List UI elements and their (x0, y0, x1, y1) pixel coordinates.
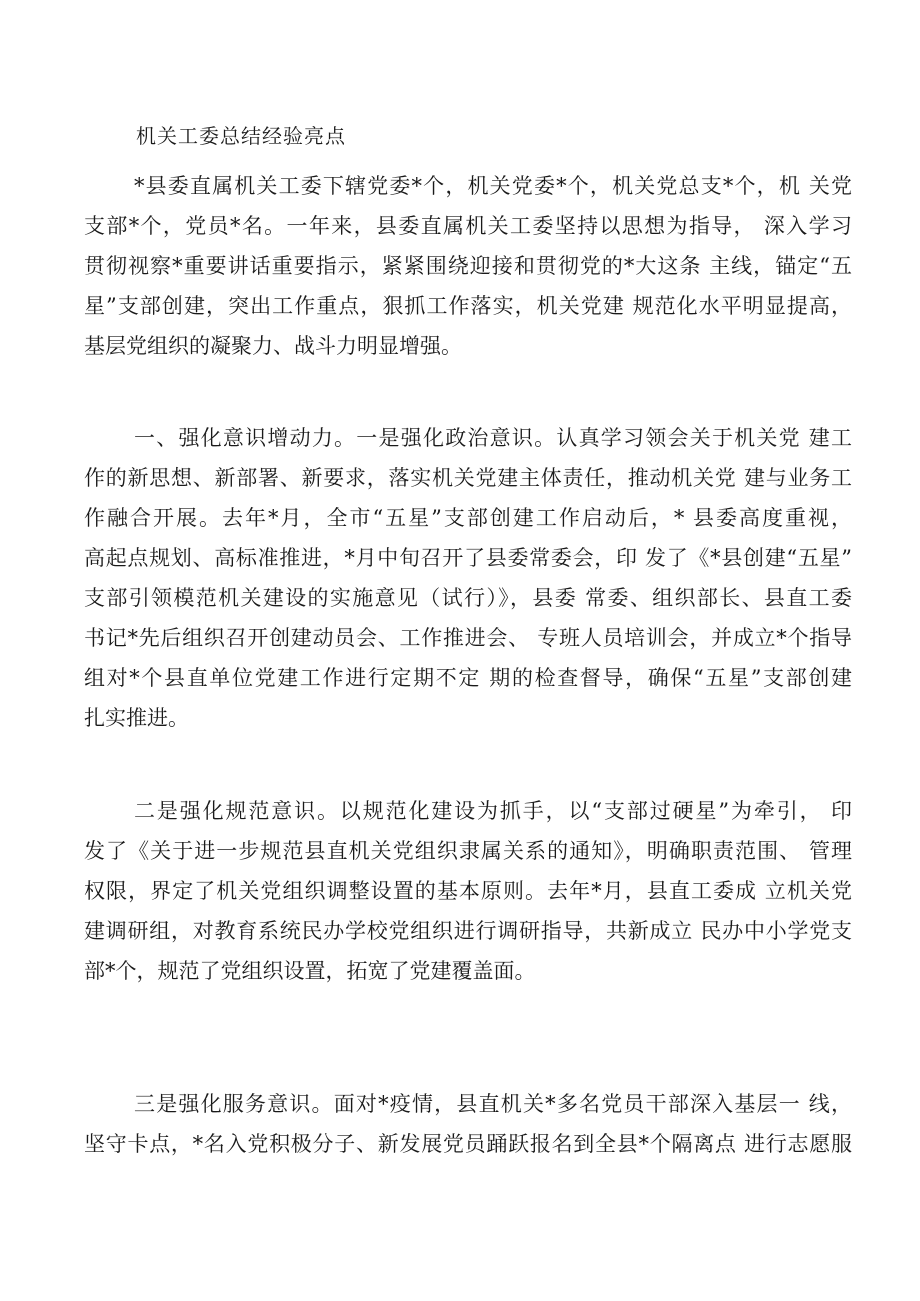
text-line: 二是强化规范意识。以规范化建设为抓手，以“支部过硬星”为牵引， 印 (134, 799, 852, 823)
text-line: 书记*先后组织召开创建动员会、工作推进会、 专班人员培训会，并成立*个指导 (84, 626, 852, 650)
text-line: 发了《关于进一步规范县直机关党组织隶属关系的通知》，明确职责范围、 管理 (84, 839, 852, 863)
text-line: 一、强化意识增动力。一是强化政治意识。认真学习领会关于机关党 建工 (134, 426, 852, 450)
paragraph-service-awareness (84, 1084, 852, 1164)
text-line: 高起点规划、高标准推进，*月中旬召开了县委常委会，印 发了《*县创建“五星” (84, 546, 852, 570)
text-line: 部*个，规范了党组织设置，拓宽了党建覆盖面。 (84, 959, 536, 983)
text-line: 权限，界定了机关党组织调整设置的基本原则。去年*月，县直工委成 立机关党 (84, 879, 852, 903)
text-line: 星”支部创建，突出工作重点，狠抓工作落实，机关党建 规范化水平明显提高， (84, 294, 852, 318)
paragraph-political-awareness (84, 418, 852, 738)
text-line: 支部引领模范机关建设的实施意见（试行）》，县委 常委、组织部长、县直工委 (84, 586, 852, 610)
paragraph-standardization-awareness (84, 791, 852, 991)
text-line: 支部*个，党员*名。一年来，县委直属机关工委坚持以思想为指导， 深入学习 (84, 214, 852, 238)
text-line: *县委直属机关工委下辖党委*个，机关党委*个，机关党总支*个，机 关党 (134, 174, 852, 198)
text-line: 扎实推进。 (84, 706, 189, 730)
text-line: 基层党组织的凝聚力、战斗力明显增强。 (84, 334, 462, 358)
text-line: 组对*个县直单位党建工作进行定期不定 期的检查督导，确保“五星”支部创建 (84, 666, 852, 690)
text-line: 作的新思想、新部署、新要求，落实机关党建主体责任，推动机关党 建与业务工 (84, 466, 852, 490)
text-line: 贯彻视察*重要讲话重要指示，紧紧围绕迎接和贯彻党的*大这条 主线，锚定“五 (84, 254, 852, 278)
text-line: 坚守卡点，*名入党积极分子、新发展党员踊跃报名到全县*个隔离点 进行志愿服 (84, 1132, 852, 1156)
text-line: 作融合开展。去年*月，全市“五星”支部创建工作启动后，* 县委高度重视， (84, 506, 852, 530)
paragraph-intro (84, 166, 852, 366)
document-title: 机关工委总结经验亮点 (136, 124, 346, 148)
text-line: 三是强化服务意识。面对*疫情，县直机关*多名党员干部深入基层一 线， (134, 1092, 852, 1116)
text-line: 建调研组，对教育系统民办学校党组织进行调研指导，共新成立 民办中小学党支 (84, 919, 852, 943)
